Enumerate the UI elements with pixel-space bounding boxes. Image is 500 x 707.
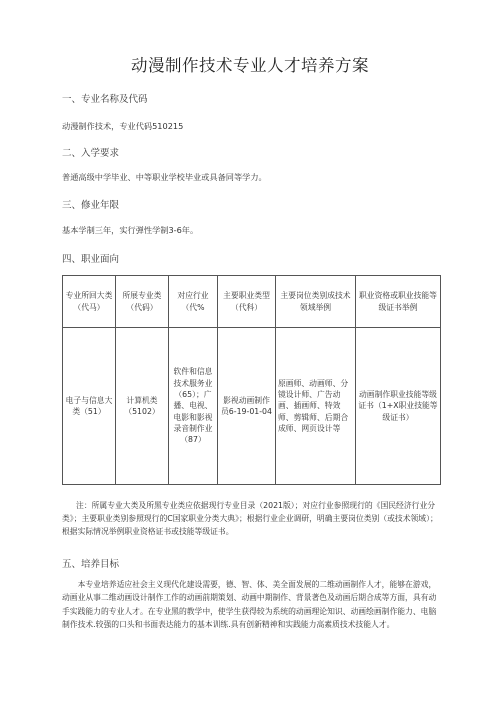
table-header-cell: 对应行业（代%	[169, 276, 218, 328]
table-cell: 软件和信息技术服务业（65）；广播、电视、电影和影视录音制作业（87）	[169, 328, 218, 485]
section-heading-goal: 五、培养目标	[62, 559, 120, 570]
admission-text: 普通高级中学毕业、中等职业学校毕业或具备同等学力。	[62, 172, 267, 182]
table-header-cell: 职业资格或职业技能等级证书举例	[356, 276, 441, 328]
table-cell: 电子与信息大类（51）	[63, 328, 116, 485]
table-cell: 计算机类（5102）	[116, 328, 169, 485]
goal-paragraph: 本专业培养适应社会主义现代化建设需要，德、智、体、美全面发展的二维动画制作人才，能够在游戏，动画业从事二维动画设计制作工作的动画前期策划、动画中期制作、背景著色及动画后期合成等方面，具有动手实践能力的专业人才。在专业黑的教学中，使学生获得较为系统的动画理论知识、动画绘画制作能力、电脑制作技术.较强的口头和书面表达能力的基本训练.具有创新精神和实践能力高素质技术技能人才。	[62, 580, 437, 630]
table-cell: 影视动画制作员6-19-01-04	[218, 328, 276, 485]
section-heading-major-name: 一、专业名称及代码	[62, 94, 148, 105]
table-row	[63, 328, 441, 485]
table-header-cell: 主要岗位类别成技术领域举例	[276, 276, 356, 328]
table-header-cell: 专业所回大类（代马）	[63, 276, 116, 328]
section-heading-career: 四、职业面向	[62, 254, 120, 265]
section-heading-duration: 三、修业年限	[62, 200, 120, 211]
table-note: 注：所属专业大类及所黑专业类应依据现行专业目录（2021版）；对应行业参照现行的《国民经济行业分类》；主要职业类别参照现行的C国家职业分类大典》；根据行业企业调研，明确主要岗位类别（或技术领域）；根据实际情况举例职业资格证书或技能等级证书。	[62, 501, 438, 536]
section-heading-admission: 二、入学要求	[62, 148, 120, 159]
table-header-row	[63, 276, 441, 328]
table-cell: 动画制作职业技能等级证书（1+X职业技能等级证书）	[356, 328, 441, 485]
duration-text: 基本学制三年，实行弹性学制3-6年。	[62, 225, 199, 235]
career-table	[62, 275, 441, 485]
document-title: 动漫制作技术专业人才培养方案	[131, 56, 369, 75]
table-header-cell: 主要职业类型（代科）	[218, 276, 276, 328]
table-cell: 原画师、动画师、分镜设计师、广告动画、插画师、特效师、剪辑师、后期合成师、网页设计等	[276, 328, 356, 485]
table-header-cell: 所展专业类（代码）	[116, 276, 169, 328]
major-name-text: 动漫制作技术，专业代码510215	[62, 121, 184, 131]
